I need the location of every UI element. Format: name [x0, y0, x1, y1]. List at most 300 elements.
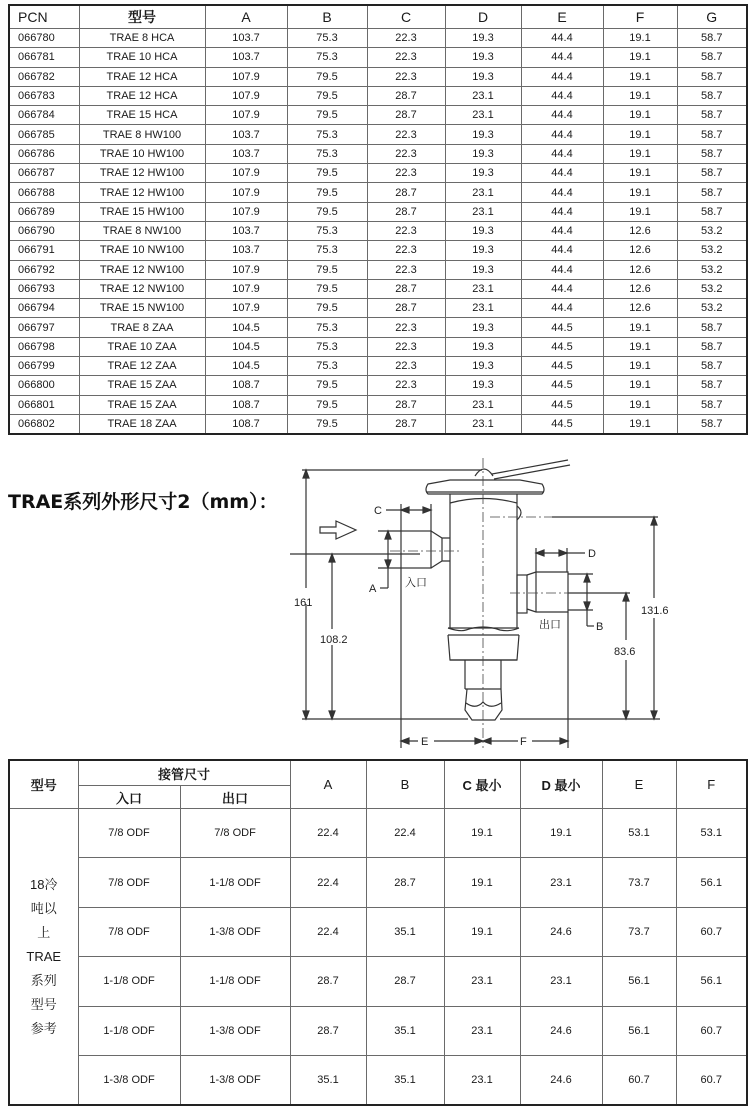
header-a: A: [205, 5, 287, 29]
c-cell: 22.3: [367, 67, 445, 86]
d-cell: 19.3: [445, 318, 521, 337]
b-cell: 79.5: [287, 260, 367, 279]
table-row: [9, 907, 747, 956]
e-cell: 44.4: [521, 29, 603, 48]
table-row: [9, 48, 747, 67]
header-a: A: [290, 760, 366, 809]
a-cell: 22.4: [290, 907, 366, 956]
g-cell: 58.7: [677, 414, 747, 434]
b-cell: 75.3: [287, 221, 367, 240]
b-cell: 75.3: [287, 337, 367, 356]
outlet-cell: 1-3/8 ODF: [180, 1006, 290, 1055]
label-outlet: 出口: [539, 619, 561, 631]
model-cell: TRAE 10 NW100: [79, 241, 205, 260]
outlet-cell: 7/8 ODF: [180, 809, 290, 858]
pcn-cell: 066797: [9, 318, 79, 337]
label-inlet: 入口: [405, 577, 427, 589]
c-cell: 22.3: [367, 376, 445, 395]
table-row: [9, 809, 747, 858]
pcn-cell: 066800: [9, 376, 79, 395]
label-b: B: [596, 621, 604, 633]
pcn-cell: 066786: [9, 144, 79, 163]
d-min-cell: 23.1: [520, 858, 602, 907]
g-cell: 58.7: [677, 67, 747, 86]
b-cell: 35.1: [366, 1006, 444, 1055]
model-cell: TRAE 15 HCA: [79, 106, 205, 125]
a-cell: 107.9: [205, 67, 287, 86]
valve-drawing: [290, 448, 710, 753]
a-cell: 103.7: [205, 48, 287, 67]
header-pcn: PCN: [9, 5, 79, 29]
g-cell: 58.7: [677, 376, 747, 395]
header-b: B: [366, 760, 444, 809]
pcn-cell: 066799: [9, 357, 79, 376]
table-row: [9, 318, 747, 337]
g-cell: 53.2: [677, 279, 747, 298]
c-cell: 22.3: [367, 164, 445, 183]
g-cell: 53.2: [677, 299, 747, 318]
header-f: F: [676, 760, 747, 809]
model-cell: TRAE 12 ZAA: [79, 357, 205, 376]
model-note-line: 型号: [30, 996, 57, 1012]
g-cell: 58.7: [677, 357, 747, 376]
b-cell: 75.3: [287, 125, 367, 144]
c-cell: 22.3: [367, 29, 445, 48]
table-row: [9, 125, 747, 144]
model-note-line: TRAE: [26, 948, 62, 964]
c-min-cell: 19.1: [444, 858, 520, 907]
label-a: A: [369, 583, 377, 595]
spec-table-header: [9, 5, 747, 29]
pcn-cell: 066790: [9, 221, 79, 240]
c-cell: 22.3: [367, 221, 445, 240]
section-title: TRAE系列外形尺寸2（mm）：: [8, 491, 278, 513]
b-cell: 79.5: [287, 376, 367, 395]
spec-table-body: [9, 29, 747, 435]
header-e: E: [602, 760, 676, 809]
a-cell: 103.7: [205, 241, 287, 260]
model-cell: TRAE 18 ZAA: [79, 414, 205, 434]
model-cell: TRAE 10 HCA: [79, 48, 205, 67]
model-cell: TRAE 15 HW100: [79, 202, 205, 221]
b-cell: 79.5: [287, 67, 367, 86]
table-row: [9, 260, 747, 279]
b-cell: 75.3: [287, 241, 367, 260]
connection-size-table: [8, 759, 748, 1106]
c-cell: 28.7: [367, 299, 445, 318]
d-cell: 23.1: [445, 279, 521, 298]
b-cell: 79.5: [287, 106, 367, 125]
d-cell: 23.1: [445, 395, 521, 414]
f-cell: 19.1: [603, 183, 677, 202]
model-cell: TRAE 12 NW100: [79, 260, 205, 279]
f-cell: 12.6: [603, 221, 677, 240]
header-d: D: [445, 5, 521, 29]
a-cell: 108.7: [205, 414, 287, 434]
table-row: [9, 67, 747, 86]
e-cell: 44.4: [521, 183, 603, 202]
d-min-cell: 24.6: [520, 1006, 602, 1055]
dim-108-2: 108.2: [320, 634, 348, 646]
dim-83-6: 83.6: [614, 646, 636, 658]
d-cell: 19.3: [445, 221, 521, 240]
b-cell: 28.7: [366, 957, 444, 1006]
pcn-cell: 066785: [9, 125, 79, 144]
table-row: [9, 337, 747, 356]
a-cell: 107.9: [205, 299, 287, 318]
outlet-cell: 1-1/8 ODF: [180, 957, 290, 1006]
d-cell: 23.1: [445, 86, 521, 105]
f-cell: 19.1: [603, 48, 677, 67]
g-cell: 58.7: [677, 318, 747, 337]
d-cell: 19.3: [445, 29, 521, 48]
e-cell: 73.7: [602, 907, 676, 956]
model-cell: TRAE 10 ZAA: [79, 337, 205, 356]
b-cell: 79.5: [287, 414, 367, 434]
dim-161: 161: [294, 597, 313, 609]
g-cell: 58.7: [677, 125, 747, 144]
c-cell: 22.3: [367, 125, 445, 144]
d-cell: 19.3: [445, 357, 521, 376]
a-cell: 103.7: [205, 125, 287, 144]
header-c-min: C 最小: [444, 760, 520, 809]
table-row: [9, 29, 747, 48]
e-cell: 44.4: [521, 299, 603, 318]
a-cell: 104.5: [205, 357, 287, 376]
f-cell: 19.1: [603, 337, 677, 356]
f-cell: 56.1: [676, 858, 747, 907]
g-cell: 58.7: [677, 106, 747, 125]
pcn-cell: 066784: [9, 106, 79, 125]
a-cell: 107.9: [205, 86, 287, 105]
f-cell: 19.1: [603, 376, 677, 395]
header-model: 型号: [9, 760, 78, 809]
f-cell: 12.6: [603, 260, 677, 279]
e-cell: 44.4: [521, 260, 603, 279]
a-cell: 22.4: [290, 809, 366, 858]
pcn-cell: 066781: [9, 48, 79, 67]
e-cell: 44.4: [521, 48, 603, 67]
b-cell: 79.5: [287, 299, 367, 318]
inlet-cell: 1-3/8 ODF: [78, 1055, 180, 1105]
header-pipe-size: 接管尺寸: [78, 760, 290, 786]
g-cell: 58.7: [677, 48, 747, 67]
e-cell: 44.4: [521, 125, 603, 144]
e-cell: 73.7: [602, 858, 676, 907]
b-cell: 79.5: [287, 164, 367, 183]
table-row: [9, 164, 747, 183]
pcn-cell: 066782: [9, 67, 79, 86]
d-cell: 23.1: [445, 106, 521, 125]
model-cell: TRAE 15 NW100: [79, 299, 205, 318]
table-row: [9, 376, 747, 395]
g-cell: 53.2: [677, 260, 747, 279]
model-cell: TRAE 15 ZAA: [79, 395, 205, 414]
b-cell: 75.3: [287, 144, 367, 163]
outlet-cell: 1-3/8 ODF: [180, 907, 290, 956]
table-row: [9, 221, 747, 240]
valve-dimension-diagram: [290, 448, 710, 753]
b-cell: 22.4: [366, 809, 444, 858]
f-cell: 12.6: [603, 241, 677, 260]
table-row: [9, 858, 747, 907]
d-min-cell: 19.1: [520, 809, 602, 858]
c-cell: 22.3: [367, 357, 445, 376]
b-cell: 75.3: [287, 357, 367, 376]
f-cell: 53.1: [676, 809, 747, 858]
a-cell: 107.9: [205, 183, 287, 202]
f-cell: 19.1: [603, 357, 677, 376]
f-cell: 19.1: [603, 395, 677, 414]
f-cell: 60.7: [676, 1006, 747, 1055]
e-cell: 56.1: [602, 957, 676, 1006]
pcn-cell: 066787: [9, 164, 79, 183]
g-cell: 53.2: [677, 241, 747, 260]
pcn-cell: 066802: [9, 414, 79, 434]
model-cell: TRAE 8 ZAA: [79, 318, 205, 337]
header-f: F: [603, 5, 677, 29]
f-cell: 19.1: [603, 86, 677, 105]
pcn-cell: 066789: [9, 202, 79, 221]
a-cell: 28.7: [290, 1006, 366, 1055]
b-cell: 79.5: [287, 395, 367, 414]
c-min-cell: 19.1: [444, 809, 520, 858]
c-cell: 28.7: [367, 395, 445, 414]
model-cell: TRAE 12 HCA: [79, 86, 205, 105]
pcn-cell: 066794: [9, 299, 79, 318]
table-row: [9, 144, 747, 163]
label-f: F: [520, 736, 527, 748]
connection-table-body: [9, 809, 747, 1106]
table-row: [9, 1006, 747, 1055]
a-cell: 35.1: [290, 1055, 366, 1105]
g-cell: 58.7: [677, 337, 747, 356]
f-cell: 19.1: [603, 29, 677, 48]
a-cell: 103.7: [205, 144, 287, 163]
e-cell: 60.7: [602, 1055, 676, 1105]
e-cell: 44.4: [521, 106, 603, 125]
e-cell: 44.4: [521, 86, 603, 105]
c-cell: 22.3: [367, 318, 445, 337]
g-cell: 58.7: [677, 183, 747, 202]
d-cell: 19.3: [445, 337, 521, 356]
header-c: C: [367, 5, 445, 29]
e-cell: 44.4: [521, 144, 603, 163]
table-row: [9, 957, 747, 1006]
table-row: [9, 299, 747, 318]
pcn-cell: 066801: [9, 395, 79, 414]
pcn-cell: 066780: [9, 29, 79, 48]
inlet-cell: 7/8 ODF: [78, 907, 180, 956]
d-cell: 23.1: [445, 299, 521, 318]
table-row: [9, 106, 747, 125]
g-cell: 58.7: [677, 144, 747, 163]
model-cell: TRAE 12 HW100: [79, 164, 205, 183]
b-cell: 35.1: [366, 1055, 444, 1105]
model-note-cell: [9, 809, 78, 1106]
f-cell: 56.1: [676, 957, 747, 1006]
d-cell: 23.1: [445, 183, 521, 202]
pcn-cell: 066792: [9, 260, 79, 279]
label-d: D: [588, 548, 596, 560]
connection-table-header-row-1: [9, 760, 747, 786]
e-cell: 44.5: [521, 414, 603, 434]
inlet-cell: 7/8 ODF: [78, 809, 180, 858]
c-cell: 28.7: [367, 279, 445, 298]
d-min-cell: 24.6: [520, 907, 602, 956]
pcn-cell: 066793: [9, 279, 79, 298]
pcn-cell: 066798: [9, 337, 79, 356]
b-cell: 28.7: [366, 858, 444, 907]
table-row: [9, 357, 747, 376]
d-cell: 19.3: [445, 125, 521, 144]
e-cell: 44.5: [521, 376, 603, 395]
a-cell: 103.7: [205, 221, 287, 240]
g-cell: 58.7: [677, 86, 747, 105]
a-cell: 103.7: [205, 29, 287, 48]
e-cell: 44.5: [521, 337, 603, 356]
g-cell: 58.7: [677, 202, 747, 221]
header-d-min: D 最小: [520, 760, 602, 809]
b-cell: 35.1: [366, 907, 444, 956]
f-cell: 60.7: [676, 907, 747, 956]
table-row: [9, 414, 747, 434]
model-cell: TRAE 8 HCA: [79, 29, 205, 48]
c-min-cell: 23.1: [444, 1006, 520, 1055]
a-cell: 104.5: [205, 318, 287, 337]
a-cell: 22.4: [290, 858, 366, 907]
c-cell: 28.7: [367, 202, 445, 221]
header-model: 型号: [79, 5, 205, 29]
a-cell: 108.7: [205, 376, 287, 395]
model-cell: TRAE 12 HW100: [79, 183, 205, 202]
dim-131-6: 131.6: [641, 605, 669, 617]
a-cell: 107.9: [205, 164, 287, 183]
label-e: E: [421, 736, 429, 748]
inlet-cell: 7/8 ODF: [78, 858, 180, 907]
e-cell: 44.4: [521, 202, 603, 221]
e-cell: 44.4: [521, 221, 603, 240]
e-cell: 44.5: [521, 357, 603, 376]
d-cell: 23.1: [445, 202, 521, 221]
table-row: [9, 202, 747, 221]
table-row: [9, 183, 747, 202]
inlet-cell: 1-1/8 ODF: [78, 957, 180, 1006]
label-c: C: [374, 505, 382, 517]
d-min-cell: 23.1: [520, 957, 602, 1006]
c-cell: 28.7: [367, 86, 445, 105]
c-cell: 28.7: [367, 183, 445, 202]
pcn-cell: 066783: [9, 86, 79, 105]
model-note-line: 上: [37, 924, 51, 940]
c-cell: 28.7: [367, 414, 445, 434]
e-cell: 56.1: [602, 1006, 676, 1055]
f-cell: 19.1: [603, 106, 677, 125]
c-cell: 22.3: [367, 260, 445, 279]
b-cell: 75.3: [287, 318, 367, 337]
f-cell: 19.1: [603, 202, 677, 221]
pcn-cell: 066788: [9, 183, 79, 202]
f-cell: 12.6: [603, 299, 677, 318]
header-outlet: 出口: [180, 786, 290, 809]
model-note-line: 吨以: [30, 900, 57, 916]
b-cell: 79.5: [287, 183, 367, 202]
pcn-cell: 066791: [9, 241, 79, 260]
table-row: [9, 86, 747, 105]
d-cell: 19.3: [445, 144, 521, 163]
header-e: E: [521, 5, 603, 29]
e-cell: 44.5: [521, 318, 603, 337]
header-g: G: [677, 5, 747, 29]
f-cell: 19.1: [603, 164, 677, 183]
c-cell: 22.3: [367, 241, 445, 260]
c-cell: 22.3: [367, 337, 445, 356]
a-cell: 104.5: [205, 337, 287, 356]
header-b: B: [287, 5, 367, 29]
model-cell: TRAE 10 HW100: [79, 144, 205, 163]
f-cell: 19.1: [603, 125, 677, 144]
g-cell: 58.7: [677, 29, 747, 48]
e-cell: 53.1: [602, 809, 676, 858]
f-cell: 60.7: [676, 1055, 747, 1105]
f-cell: 12.6: [603, 279, 677, 298]
g-cell: 53.2: [677, 221, 747, 240]
e-cell: 44.4: [521, 279, 603, 298]
c-min-cell: 19.1: [444, 907, 520, 956]
d-cell: 19.3: [445, 48, 521, 67]
f-cell: 19.1: [603, 144, 677, 163]
c-cell: 22.3: [367, 48, 445, 67]
a-cell: 107.9: [205, 279, 287, 298]
a-cell: 107.9: [205, 260, 287, 279]
a-cell: 108.7: [205, 395, 287, 414]
d-cell: 19.3: [445, 376, 521, 395]
spec-table: [8, 4, 748, 435]
f-cell: 19.1: [603, 318, 677, 337]
b-cell: 79.5: [287, 202, 367, 221]
d-cell: 19.3: [445, 241, 521, 260]
model-note-line: 参考: [30, 1020, 57, 1036]
model-cell: TRAE 8 NW100: [79, 221, 205, 240]
outlet-cell: 1-3/8 ODF: [180, 1055, 290, 1105]
model-cell: TRAE 8 HW100: [79, 125, 205, 144]
b-cell: 75.3: [287, 29, 367, 48]
d-cell: 19.3: [445, 164, 521, 183]
e-cell: 44.5: [521, 395, 603, 414]
b-cell: 75.3: [287, 48, 367, 67]
model-cell: TRAE 12 HCA: [79, 67, 205, 86]
a-cell: 107.9: [205, 106, 287, 125]
a-cell: 28.7: [290, 957, 366, 1006]
model-cell: TRAE 15 ZAA: [79, 376, 205, 395]
inlet-cell: 1-1/8 ODF: [78, 1006, 180, 1055]
c-cell: 28.7: [367, 106, 445, 125]
d-cell: 19.3: [445, 67, 521, 86]
a-cell: 107.9: [205, 202, 287, 221]
e-cell: 44.4: [521, 241, 603, 260]
table-row: [9, 241, 747, 260]
model-note-line: 18冷: [30, 876, 58, 892]
d-cell: 19.3: [445, 260, 521, 279]
c-min-cell: 23.1: [444, 1055, 520, 1105]
d-cell: 23.1: [445, 414, 521, 434]
table-row: [9, 1055, 747, 1105]
model-note-line: 系列: [30, 972, 57, 988]
header-inlet: 入口: [78, 786, 180, 809]
d-min-cell: 24.6: [520, 1055, 602, 1105]
model-cell: TRAE 12 NW100: [79, 279, 205, 298]
f-cell: 19.1: [603, 67, 677, 86]
